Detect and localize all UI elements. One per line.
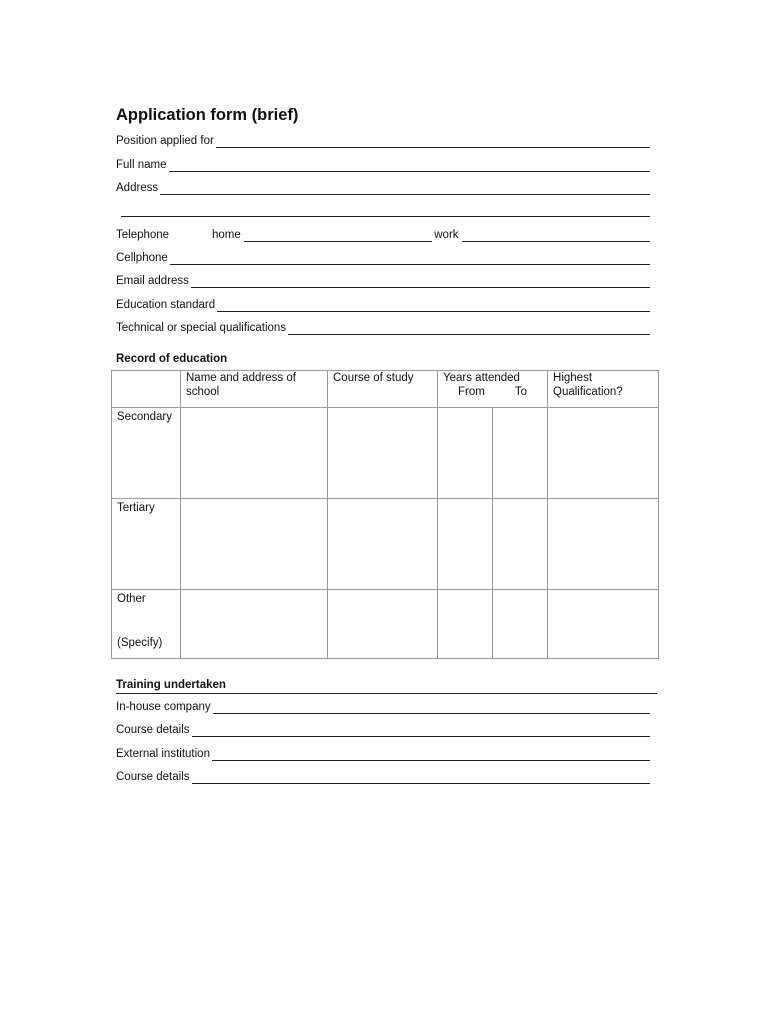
cellphone-field[interactable]	[116, 249, 650, 265]
form-title: Application form (brief)	[116, 106, 299, 124]
cellphone-line[interactable]	[170, 252, 650, 265]
header-highest: Highest Qualification?	[548, 371, 659, 408]
header-school: Name and address of school	[181, 371, 328, 408]
home-label: home	[212, 229, 241, 241]
course-details-line-1[interactable]	[192, 724, 650, 737]
full-name-field[interactable]	[116, 156, 650, 172]
other-label: Other	[117, 593, 146, 605]
cell-from[interactable]	[438, 499, 493, 590]
external-label: External institution	[116, 748, 210, 760]
education-header-row	[112, 371, 659, 408]
table-row	[112, 499, 659, 590]
work-line[interactable]	[462, 229, 650, 242]
in-house-field[interactable]	[116, 698, 650, 714]
cell-to[interactable]	[493, 499, 548, 590]
address-label: Address	[116, 182, 159, 194]
email-label: Email address	[116, 275, 189, 287]
header-empty	[112, 371, 181, 408]
table-row	[112, 408, 659, 499]
cell-school[interactable]	[181, 590, 328, 659]
cell-from[interactable]	[438, 590, 493, 659]
cell-school[interactable]	[181, 499, 328, 590]
email-line[interactable]	[191, 275, 650, 288]
header-to: To	[514, 386, 527, 398]
training-section-title: Training undertaken	[116, 679, 226, 691]
header-from: From	[458, 386, 485, 398]
cell-course[interactable]	[328, 499, 438, 590]
position-field[interactable]	[116, 132, 650, 148]
course-details-field-2[interactable]	[116, 768, 650, 784]
cell-to[interactable]	[493, 590, 548, 659]
cell-course[interactable]	[328, 590, 438, 659]
cell-highest[interactable]	[548, 499, 659, 590]
row-label-secondary: Secondary	[112, 408, 181, 499]
full-name-label: Full name	[116, 159, 167, 171]
table-row	[112, 590, 659, 659]
telephone-field[interactable]	[116, 226, 650, 242]
qualifications-field[interactable]	[116, 319, 650, 335]
cellphone-label: Cellphone	[116, 252, 168, 264]
education-standard-line[interactable]	[217, 299, 650, 312]
education-standard-field[interactable]	[116, 296, 650, 312]
row-label-other	[112, 590, 181, 659]
qualifications-line[interactable]	[288, 322, 650, 335]
email-field[interactable]	[116, 272, 650, 288]
header-years-label: Years attended	[443, 372, 520, 384]
row-label-tertiary: Tertiary	[112, 499, 181, 590]
telephone-label: Telephone	[116, 229, 170, 241]
education-section-title: Record of education	[116, 353, 228, 365]
home-line[interactable]	[244, 229, 432, 242]
work-label: work	[434, 229, 459, 241]
course-details-label-1: Course details	[116, 724, 190, 736]
address-line-2[interactable]	[121, 216, 650, 217]
cell-course[interactable]	[328, 408, 438, 499]
cell-highest[interactable]	[548, 590, 659, 659]
in-house-line[interactable]	[213, 701, 650, 714]
position-line[interactable]	[216, 135, 650, 148]
address-field[interactable]	[116, 179, 650, 195]
training-divider	[116, 693, 657, 694]
full-name-line[interactable]	[169, 159, 651, 172]
address-line[interactable]	[160, 182, 650, 195]
education-standard-label: Education standard	[116, 299, 216, 311]
in-house-label: In-house company	[116, 701, 211, 713]
header-years	[438, 371, 548, 408]
cell-from[interactable]	[438, 408, 493, 499]
course-details-label-2: Course details	[116, 771, 190, 783]
specify-label: (Specify)	[117, 637, 163, 649]
course-details-line-2[interactable]	[192, 771, 650, 784]
cell-highest[interactable]	[548, 408, 659, 499]
education-table	[111, 370, 659, 659]
external-line[interactable]	[212, 748, 650, 761]
qualifications-label: Technical or special qualifications	[116, 322, 287, 334]
header-course: Course of study	[328, 371, 438, 408]
cell-to[interactable]	[493, 408, 548, 499]
course-details-field-1[interactable]	[116, 721, 650, 737]
cell-school[interactable]	[181, 408, 328, 499]
external-field[interactable]	[116, 745, 650, 761]
position-label: Position applied for	[116, 135, 214, 147]
